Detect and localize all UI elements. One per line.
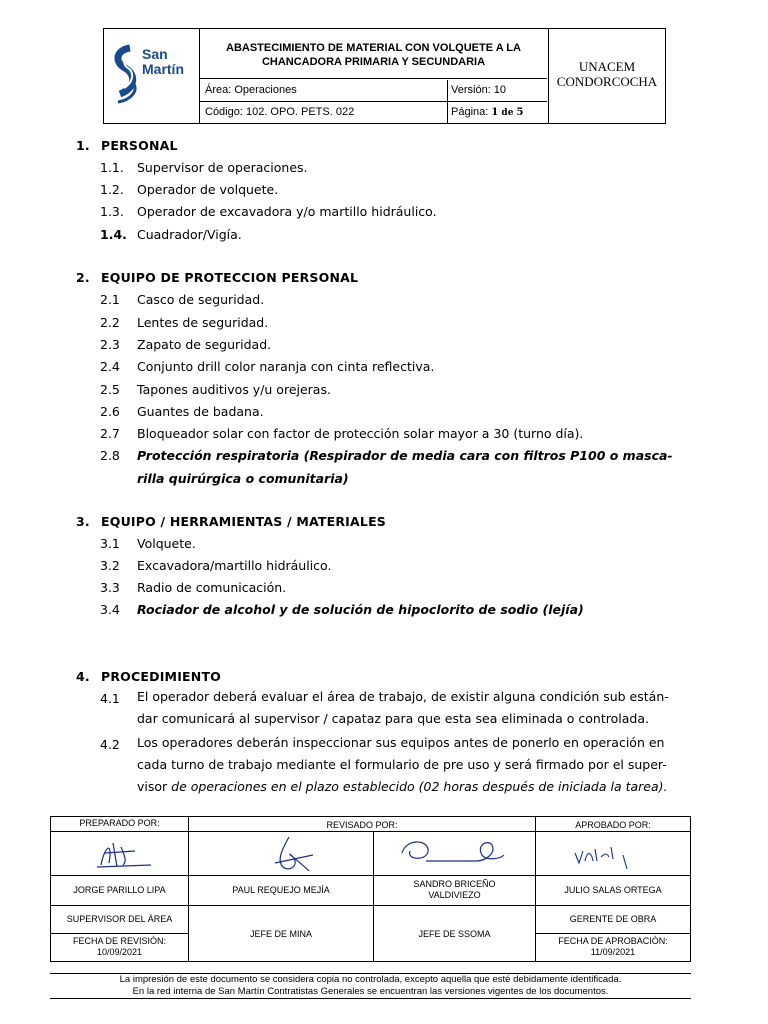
role-reviewed-2: JEFE DE SSOMA (418, 929, 491, 939)
san-martin-logo-icon (110, 44, 140, 106)
procedure-paragraph: Los operadores deberán inspeccionar sus equipos antes de ponerlo en operación en cada turno de trabajo mediante el formulario de pre uso y será firmado por el super- visor de operaciones en el plazo establecido (02 horas después de iniciada la tarea). (137, 735, 668, 794)
role-reviewed-1: JEFE DE MINA (249, 929, 312, 939)
prepared-label: PREPARADO POR: (79, 818, 160, 828)
procedure-paragraph: El operador deberá evaluar el área de trabajo, de existir alguna condición sub están- dar comunicará al supervisor / capataz para que esta sea eliminada o controlada. (137, 689, 669, 726)
footer-note-1: La impresión de este documento se considera copia no controlada, excepto aquella que esté debidamente identificada. (119, 974, 622, 985)
signature-icon (571, 841, 641, 871)
name-reviewed-2: SANDRO BRICEÑO VALDIVIEZO (413, 879, 496, 900)
footer-note-2: En la red interna de San Martín Contratistas Generales se encuentran las versiones vigentes de los documentos. (132, 986, 609, 997)
logo-wordmark (142, 47, 184, 77)
logo-line-1: San (142, 46, 168, 62)
section-title: EQUIPO DE PROTECCION PERSONAL (101, 270, 359, 285)
role-approved: GERENTE DE OBRA (569, 914, 657, 924)
signature-icon (261, 833, 321, 875)
version-field: Versión: 10 (451, 84, 507, 96)
role-prepared: SUPERVISOR DEL ÁREA (66, 914, 173, 924)
signature-icon (91, 835, 161, 873)
approval-table (50, 816, 691, 962)
name-reviewed-1: PAUL REQUEJO MEJÍA (232, 885, 330, 895)
approved-label: APROBADO POR: (575, 820, 651, 830)
header-row-code (200, 102, 547, 123)
area-field: Área: Operaciones (205, 84, 297, 96)
section-title: PROCEDIMIENTO (101, 669, 221, 684)
page-field: Página: 1 de 5 (451, 106, 524, 118)
document-title: ABASTECIMIENTO DE MATERIAL CON VOLQUETE A LA CHANCADORA PRIMARIA Y SECUNDARIA (200, 29, 547, 79)
name-prepared: JORGE PARILLO LIPA (73, 885, 166, 895)
logo-line-2: Martín (142, 61, 184, 77)
company-line-2: CONDORCOCHA (556, 74, 658, 89)
header-row-area (200, 80, 547, 102)
name-approved: JULIO SALAS ORTEGA (564, 885, 662, 895)
approval-date: FECHA DE APROBACIÓN: 11/09/2021 (558, 936, 668, 957)
company-line-1: UNACEM (578, 59, 636, 74)
reviewed-label: REVISADO POR: (326, 820, 398, 830)
logo-cell (104, 29, 200, 123)
company-name (548, 29, 665, 123)
section-title: EQUIPO / HERRAMIENTAS / MATERIALES (101, 514, 387, 529)
document-header (103, 28, 666, 124)
code-field: Código: 102. OPO. PETS. 022 (205, 106, 355, 118)
section-title: PERSONAL (101, 138, 178, 153)
revision-date: FECHA DE REVISIÓN: 10/09/2021 (72, 936, 167, 957)
signature-icon (396, 835, 506, 873)
